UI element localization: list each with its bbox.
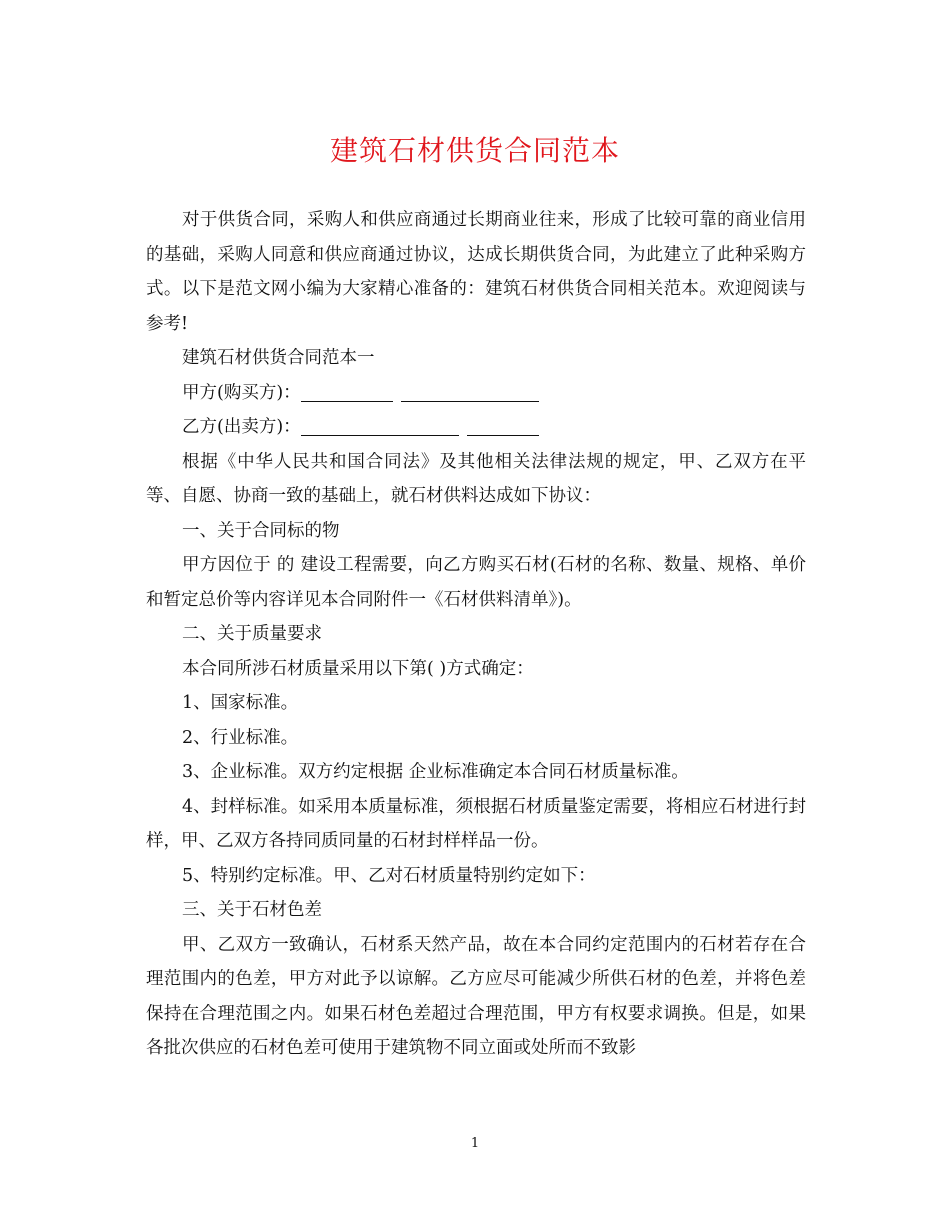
party-b-blank-1 xyxy=(301,413,459,436)
list-item-5: 5、特别约定标准。甲、乙对石材质量特别约定如下： xyxy=(182,865,596,886)
party-a-blank-1 xyxy=(301,379,393,402)
section-2-heading: 二、关于质量要求 xyxy=(182,624,322,644)
intro-paragraph: 对于供货合同，采购人和供应商通过长期商业往来，形成了比较可靠的商业信用的基础，采购人同意和供应商通过协议，达成长期供货合同，为此建立了此种采购方式。以下是范文网小编为大家精心准备的：建筑石材供货合同相关范本。欢迎阅读与参考! xyxy=(146,210,806,334)
party-b-label: 乙方(出卖方)： xyxy=(182,417,301,437)
document-body xyxy=(146,203,806,1066)
section-3-paragraph: 甲、乙双方一致确认，石材系天然产品，故在本合同约定范围内的石材若存在合理范围内的色差，甲方对此予以谅解。乙方应尽可能减少所供石材的色差，并将色差保持在合理范围之内。如果石材色差超过合理范围，甲方有权要求调换。但是，如果各批次供应的石材色差可使用于建筑物不同立面或处所而不致影 xyxy=(146,934,806,1058)
party-a-blank-2 xyxy=(401,379,539,402)
list-item-3: 3、企业标准。双方约定根据 企业标准确定本合同石材质量标准。 xyxy=(182,762,689,782)
list-item-4: 4、封样标准。如采用本质量标准，须根据石材质量鉴定需要，将相应石材进行封样，甲、乙双方各持同质同量的石材封样样品一份。 xyxy=(146,796,806,851)
list-item-2: 2、行业标准。 xyxy=(182,727,299,748)
page-number: 1 xyxy=(470,1136,480,1151)
party-b-blank-2 xyxy=(467,413,539,436)
sample-heading: 建筑石材供货合同范本一 xyxy=(182,348,375,368)
basis-paragraph: 根据《中华人民共和国合同法》及其他相关法律法规的规定，甲、乙双方在平等、自愿、协商一致的基础上，就石材供料达成如下协议： xyxy=(146,451,806,506)
party-b-line xyxy=(146,410,806,445)
section-1-paragraph: 甲方因位于 的 建设工程需要，向乙方购买石材(石材的名称、数量、规格、单价和暂定总价等内容详见本合同附件一《石材供料清单》)。 xyxy=(146,555,806,610)
party-a-line xyxy=(146,376,806,411)
section-1-heading: 一、关于合同标的物 xyxy=(182,520,340,541)
document-title: 建筑石材供货合同范本 xyxy=(329,134,620,167)
section-3-heading: 三、关于石材色差 xyxy=(182,900,322,920)
list-item-1: 1、国家标准。 xyxy=(182,693,299,713)
party-a-label: 甲方(购买方)： xyxy=(182,382,301,403)
section-2-intro: 本合同所涉石材质量采用以下第( )方式确定： xyxy=(182,658,534,679)
